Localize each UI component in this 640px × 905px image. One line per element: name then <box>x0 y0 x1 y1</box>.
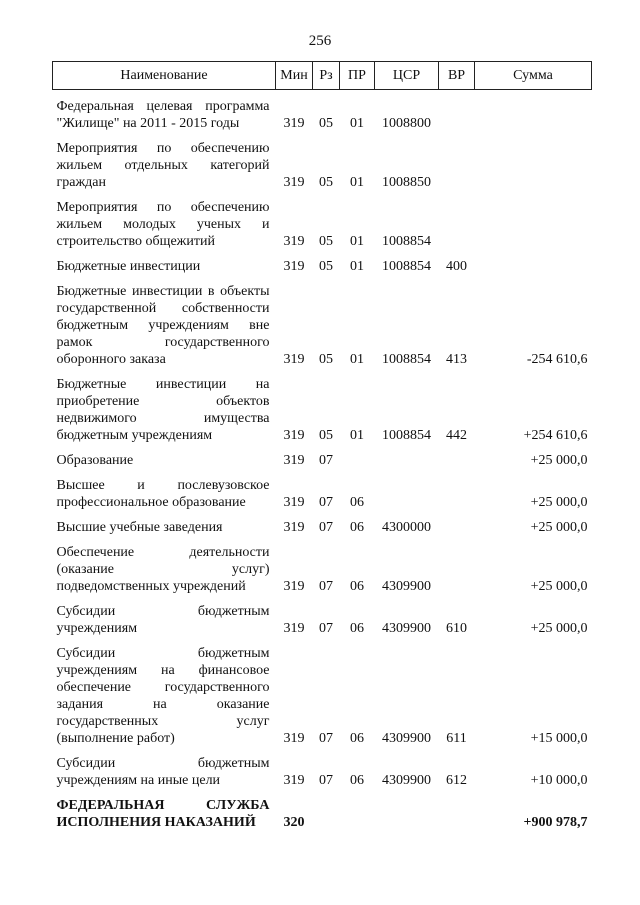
cell-min: 319 <box>283 495 305 510</box>
cell-name: Субсидии бюджетным учреждениям <box>56 604 270 636</box>
cell-vr <box>439 90 475 135</box>
cell-rz: 05 <box>319 352 333 367</box>
cell-min: 319 <box>283 731 305 746</box>
column-header-name: Наименование <box>53 62 276 90</box>
cell-min: 319 <box>283 453 305 468</box>
cell-name: Федеральная целевая программа "Жилище" на 2011 - 2015 годы <box>56 99 270 131</box>
cell-vr <box>439 538 475 597</box>
cell-min: 319 <box>283 175 305 190</box>
cell-min: 319 <box>283 259 305 274</box>
table-header-row <box>53 62 592 90</box>
table-row <box>53 513 592 538</box>
cell-sum <box>475 252 592 277</box>
cell-csr: 4309900 <box>382 621 431 636</box>
cell-pr: 06 <box>350 579 364 594</box>
column-header-vr: ВР <box>439 62 475 90</box>
cell-csr <box>375 446 439 471</box>
table-row <box>53 134 592 193</box>
cell-csr: 4300000 <box>382 520 431 535</box>
cell-vr <box>439 791 475 833</box>
cell-csr: 1008800 <box>382 116 431 131</box>
cell-min: 319 <box>283 116 305 131</box>
cell-rz: 07 <box>319 453 333 468</box>
cell-csr: 1008850 <box>382 175 431 190</box>
cell-name: Обеспечение деятельности (оказание услуг) подведомственных учреждений <box>56 545 270 594</box>
cell-csr: 4309900 <box>382 731 431 746</box>
cell-rz <box>313 791 340 833</box>
cell-vr <box>439 513 475 538</box>
table-row <box>53 538 592 597</box>
column-header-csr: ЦСР <box>375 62 439 90</box>
cell-vr: 400 <box>446 259 467 274</box>
table-row <box>53 639 592 749</box>
cell-pr <box>340 446 375 471</box>
cell-sum: +25 000,0 <box>530 453 588 468</box>
cell-pr: 01 <box>350 116 364 131</box>
cell-pr: 01 <box>350 259 364 274</box>
table-row <box>53 446 592 471</box>
cell-sum: +25 000,0 <box>530 495 588 510</box>
table-row <box>53 791 592 833</box>
cell-name: Бюджетные инвестиции в объекты государственной собственности бюджетным учреждениям вне рамок государственного оборонного заказа <box>56 284 270 367</box>
cell-sum <box>475 134 592 193</box>
cell-csr: 1008854 <box>382 259 431 274</box>
cell-vr <box>439 193 475 252</box>
column-header-rz: Рз <box>313 62 340 90</box>
cell-csr: 1008854 <box>382 234 431 249</box>
cell-vr <box>439 446 475 471</box>
cell-pr: 06 <box>350 731 364 746</box>
page-number: 256 <box>308 33 332 49</box>
cell-min: 319 <box>283 520 305 535</box>
cell-name: Высшее и послевузовское профессиональное образование <box>56 478 270 510</box>
cell-min: 319 <box>283 773 305 788</box>
cell-pr: 01 <box>350 352 364 367</box>
table-row <box>53 370 592 446</box>
cell-pr: 06 <box>350 520 364 535</box>
cell-vr: 413 <box>446 352 467 367</box>
cell-vr: 610 <box>446 621 467 636</box>
cell-vr: 442 <box>446 428 467 443</box>
cell-name: Высшие учебные заведения <box>56 520 223 535</box>
cell-pr: 06 <box>350 773 364 788</box>
cell-min: 319 <box>283 621 305 636</box>
cell-csr <box>375 791 439 833</box>
budget-table <box>52 61 592 833</box>
table-row <box>53 252 592 277</box>
cell-rz: 05 <box>319 116 333 131</box>
cell-sum: +15 000,0 <box>530 731 588 746</box>
cell-name: Субсидии бюджетным учреждениям на финансовое обеспечение государственного задания на оказание государственных услуг (выполнение работ) <box>56 646 270 746</box>
cell-rz: 07 <box>319 621 333 636</box>
cell-rz: 07 <box>319 495 333 510</box>
column-header-min: Мин <box>276 62 313 90</box>
table-row <box>53 749 592 791</box>
cell-sum: +900 978,7 <box>523 815 588 830</box>
cell-sum: +25 000,0 <box>530 621 588 636</box>
cell-name: Бюджетные инвестиции <box>56 259 201 274</box>
column-header-sum: Сумма <box>475 62 592 90</box>
cell-pr: 01 <box>350 175 364 190</box>
cell-sum: +254 610,6 <box>523 428 588 443</box>
cell-sum: +25 000,0 <box>530 520 588 535</box>
cell-rz: 07 <box>319 773 333 788</box>
cell-pr: 06 <box>350 621 364 636</box>
cell-rz: 05 <box>319 428 333 443</box>
cell-rz: 05 <box>319 234 333 249</box>
table-body <box>53 90 592 834</box>
cell-rz: 07 <box>319 731 333 746</box>
cell-min: 320 <box>283 815 305 830</box>
cell-name: ФЕДЕРАЛЬНАЯ СЛУЖБА ИСПОЛНЕНИЯ НАКАЗАНИЙ <box>56 798 270 830</box>
cell-vr <box>439 471 475 513</box>
table-row <box>53 277 592 370</box>
cell-pr: 01 <box>350 234 364 249</box>
table-row <box>53 90 592 135</box>
cell-rz: 05 <box>319 259 333 274</box>
cell-pr: 06 <box>350 495 364 510</box>
cell-sum <box>475 193 592 252</box>
cell-name: Образование <box>56 453 134 468</box>
cell-csr: 1008854 <box>382 352 431 367</box>
cell-min: 319 <box>283 234 305 249</box>
cell-vr <box>439 134 475 193</box>
cell-min: 319 <box>283 428 305 443</box>
cell-vr: 612 <box>446 773 467 788</box>
cell-sum <box>475 90 592 135</box>
cell-rz: 05 <box>319 175 333 190</box>
cell-rz: 07 <box>319 579 333 594</box>
table-row <box>53 471 592 513</box>
cell-rz: 07 <box>319 520 333 535</box>
cell-sum: -254 610,6 <box>526 352 588 367</box>
table-row <box>53 193 592 252</box>
cell-csr: 4309900 <box>382 773 431 788</box>
cell-name: Субсидии бюджетным учреждениям на иные цели <box>56 756 270 788</box>
column-header-pr: ПР <box>340 62 375 90</box>
cell-vr: 611 <box>446 731 467 746</box>
cell-csr: 4309900 <box>382 579 431 594</box>
cell-sum: +25 000,0 <box>530 579 588 594</box>
cell-name: Бюджетные инвестиции на приобретение объектов недвижимого имущества бюджетным учреждениям <box>56 377 270 443</box>
cell-csr: 1008854 <box>382 428 431 443</box>
table-row <box>53 597 592 639</box>
cell-pr: 01 <box>350 428 364 443</box>
cell-sum: +10 000,0 <box>530 773 588 788</box>
cell-min: 319 <box>283 579 305 594</box>
cell-pr <box>340 791 375 833</box>
cell-name: Мероприятия по обеспечению жильем отдельных категорий граждан <box>56 141 270 190</box>
cell-name: Мероприятия по обеспечению жильем молодых ученых и строительство общежитий <box>56 200 270 249</box>
cell-csr <box>375 471 439 513</box>
cell-min: 319 <box>283 352 305 367</box>
